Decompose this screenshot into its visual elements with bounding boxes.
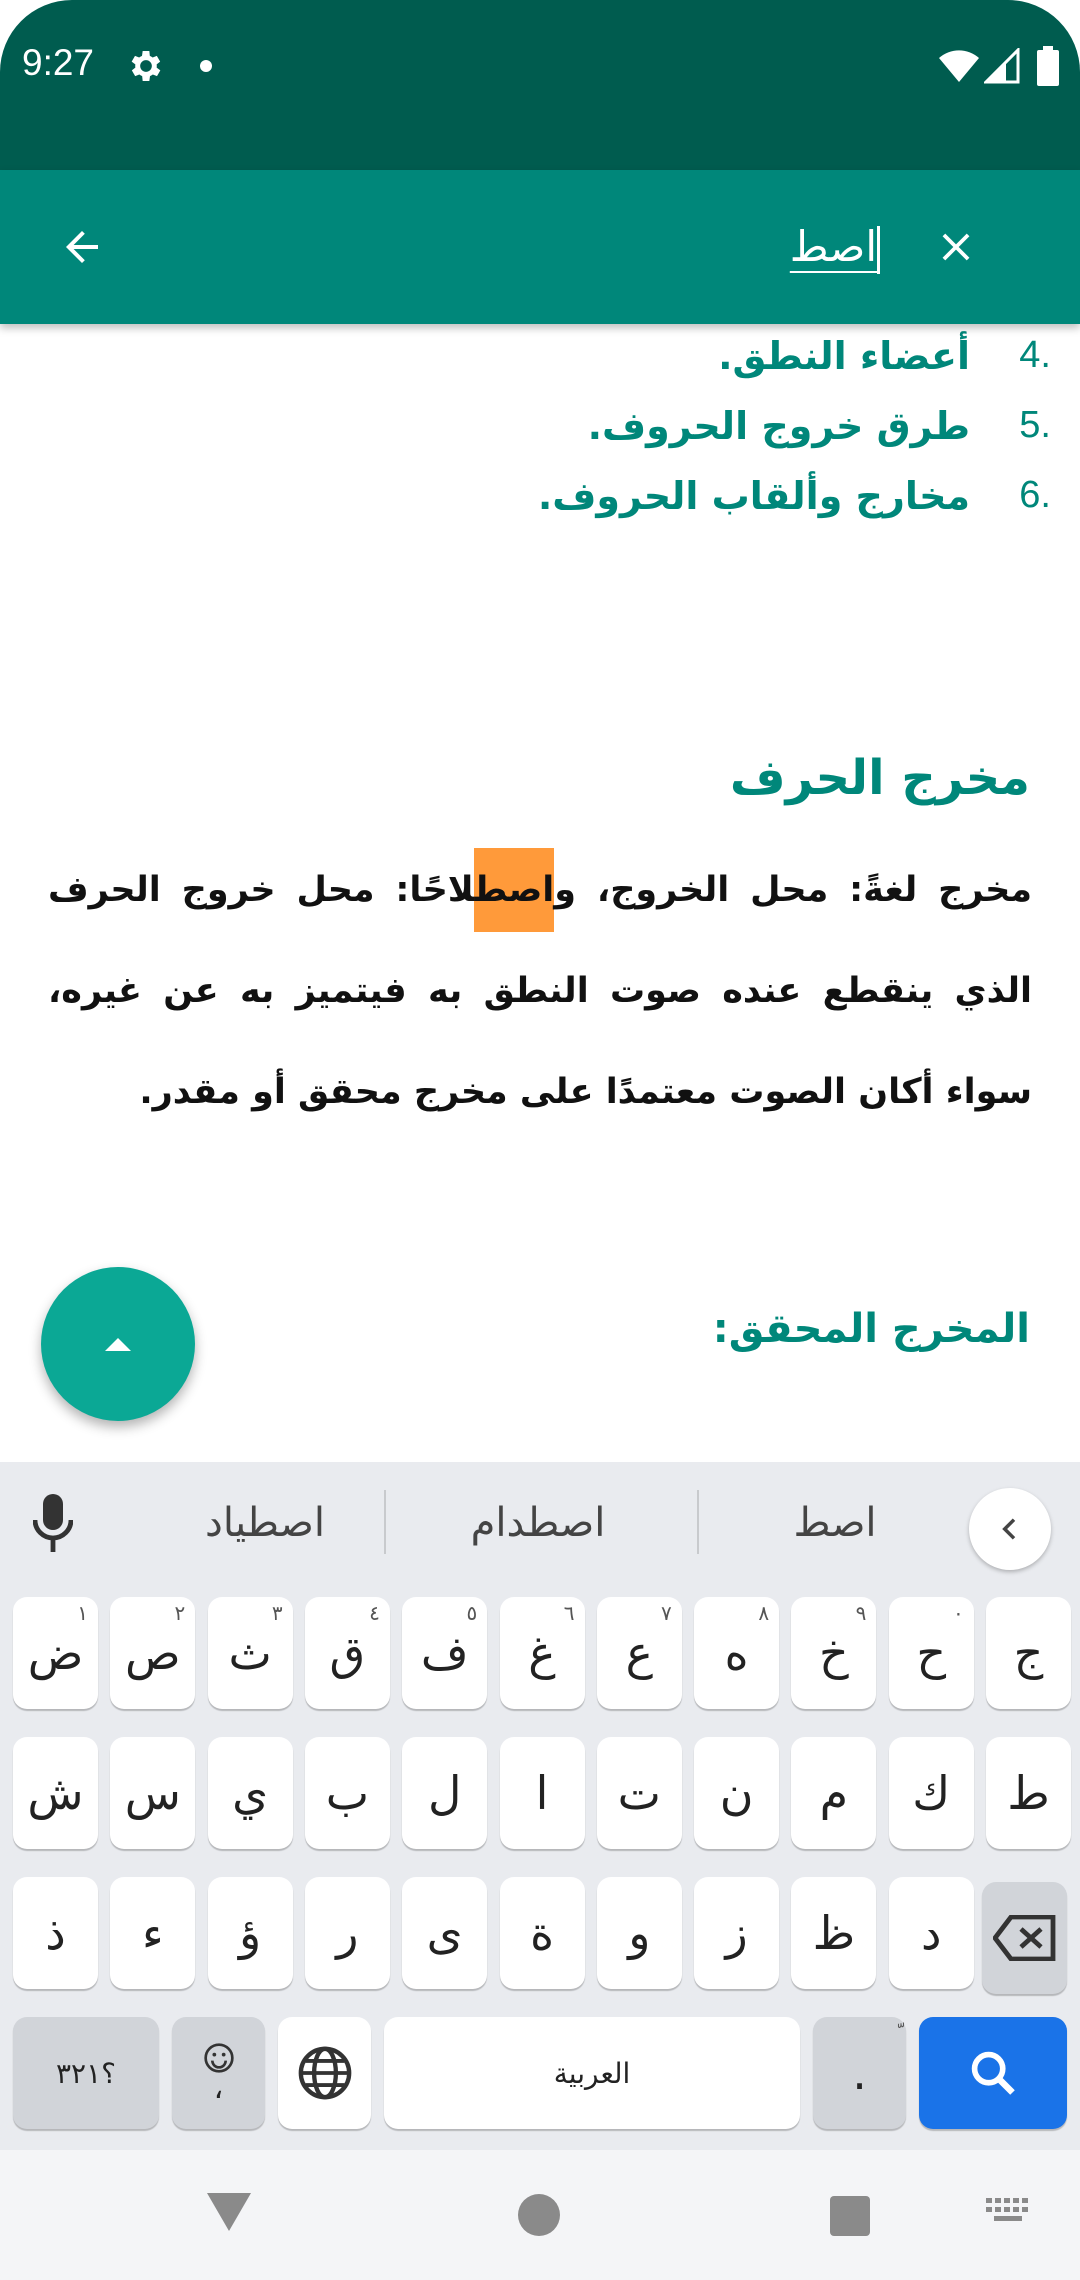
arrow-left-icon: [58, 223, 106, 271]
search-highlight: اصط: [474, 848, 554, 932]
letter-key[interactable]: [791, 1877, 876, 1989]
suggestion-divider: [384, 1490, 386, 1554]
letter-key[interactable]: [402, 1737, 487, 1849]
letter-key[interactable]: [13, 1597, 98, 1709]
keyboard-switch-icon[interactable]: [986, 2198, 1030, 2232]
section-heading: مخرج الحرف: [729, 750, 1030, 806]
letter-key[interactable]: [597, 1877, 682, 1989]
toc-number: 5.: [1019, 404, 1051, 446]
space-key[interactable]: العربية: [384, 2017, 800, 2129]
search-app-bar: [0, 170, 1080, 324]
period-key[interactable]: [813, 2017, 906, 2129]
key-hint: ١: [77, 1601, 88, 1625]
suggestion-3[interactable]: اصطياد: [205, 1500, 325, 1546]
letter-key[interactable]: [13, 1877, 98, 1989]
paragraph-text: لاحًا: محل خروج الحرف الذي ينقطع عنده صوت النطق به فيتميز به عن غيره، سواء أكان الصوت معتمدًا على مخرج محقق أو مقدر.: [48, 870, 1032, 1112]
letter-key[interactable]: [500, 1737, 585, 1849]
key-label: ء: [141, 1906, 164, 1960]
key-label: ع: [625, 1626, 654, 1680]
system-nav-bar: [0, 2150, 1080, 2280]
key-label: ح: [916, 1626, 947, 1680]
search-key[interactable]: [919, 2017, 1067, 2129]
period-label: .: [852, 2046, 867, 2100]
key-label: غ: [528, 1626, 556, 1680]
key-hint: ٩: [855, 1601, 867, 1625]
key-hint: ٦: [563, 1601, 575, 1625]
symbols-key[interactable]: ؟٣٢١: [13, 2017, 159, 2129]
letter-key[interactable]: [305, 1737, 390, 1849]
status-bar: [0, 0, 1080, 170]
toc-label: أعضاء النطق.: [718, 334, 970, 378]
letter-key[interactable]: [500, 1877, 585, 1989]
letter-key[interactable]: [597, 1737, 682, 1849]
letter-key[interactable]: [110, 1877, 195, 1989]
toc-label: مخارج وألقاب الحروف.: [537, 474, 970, 518]
soft-keyboard: [0, 1462, 1080, 2150]
key-label: ك: [912, 1766, 951, 1820]
letter-key[interactable]: [500, 1597, 585, 1709]
microphone-icon[interactable]: [22, 1492, 84, 1554]
comma-label: ،: [213, 2071, 224, 2106]
nav-back-icon[interactable]: [204, 2190, 254, 2238]
key-label: ق: [329, 1626, 366, 1680]
key-label: خ: [819, 1626, 849, 1680]
key-label: ت: [617, 1766, 661, 1820]
letter-key[interactable]: [305, 1597, 390, 1709]
key-label: ظ: [812, 1906, 856, 1960]
text-caret: [877, 226, 880, 274]
cell-signal-icon: [984, 48, 1020, 88]
toc-number: 6.: [1019, 474, 1051, 516]
key-label: ذ: [45, 1906, 66, 1960]
search-query: اصط: [789, 222, 877, 271]
key-label: ي: [232, 1766, 269, 1820]
key-label: ة: [529, 1906, 555, 1960]
key-label: ز: [725, 1906, 748, 1960]
clear-search-button[interactable]: [914, 205, 998, 289]
key-hint: ٤: [369, 1601, 380, 1625]
key-label: س: [124, 1766, 181, 1820]
wifi-icon: [938, 48, 980, 88]
letter-key[interactable]: [986, 1737, 1071, 1849]
letter-key[interactable]: [694, 1877, 779, 1989]
search-input[interactable]: [764, 210, 884, 284]
key-label: ؤ: [238, 1906, 262, 1960]
toc-label: طرق خروج الحروف.: [587, 404, 970, 448]
letter-key[interactable]: [791, 1597, 876, 1709]
chevron-left-icon[interactable]: [969, 1488, 1051, 1570]
letter-key[interactable]: [597, 1597, 682, 1709]
toc-link-4[interactable]: [718, 334, 1051, 378]
key-label: ف: [420, 1626, 469, 1680]
key-label: ب: [325, 1766, 370, 1820]
key-label: ر: [336, 1906, 359, 1960]
settings-gear-icon: [126, 46, 166, 90]
key-label: ط: [1007, 1766, 1050, 1820]
key-label: م: [819, 1766, 849, 1820]
close-icon: [933, 224, 979, 270]
back-button[interactable]: [40, 205, 124, 289]
key-label: ص: [124, 1626, 181, 1680]
notification-dot-icon: [200, 60, 212, 72]
emoji-comma-key[interactable]: [172, 2017, 265, 2129]
letter-key[interactable]: [402, 1597, 487, 1709]
key-hint: ٠: [952, 1601, 964, 1625]
key-hint: ٢: [174, 1601, 186, 1625]
letter-key[interactable]: [694, 1597, 779, 1709]
key-label: ج: [1013, 1626, 1044, 1680]
language-key[interactable]: [278, 2017, 371, 2129]
key-hint: ٧: [661, 1601, 672, 1625]
suggestion-1[interactable]: اصط: [793, 1500, 877, 1546]
emoji-icon: [203, 2042, 235, 2074]
toc-link-5[interactable]: [587, 404, 1051, 448]
toc-link-6[interactable]: [537, 474, 1051, 518]
globe-icon: [296, 2044, 354, 2102]
key-hint: ٥: [466, 1601, 478, 1625]
definition-paragraph: [48, 840, 1032, 1143]
letter-key[interactable]: [889, 1597, 974, 1709]
key-label: ا: [535, 1766, 549, 1820]
letter-key[interactable]: [791, 1737, 876, 1849]
key-label: ل: [427, 1766, 462, 1820]
backspace-key[interactable]: [982, 1882, 1067, 1994]
letter-key[interactable]: [986, 1597, 1071, 1709]
nav-home-icon[interactable]: [518, 2194, 560, 2236]
suggestion-2[interactable]: اصطدام: [470, 1500, 606, 1546]
battery-icon: [1037, 46, 1059, 90]
suggestion-divider: [697, 1490, 699, 1554]
key-hint: ٨: [758, 1601, 770, 1625]
letter-key[interactable]: [889, 1877, 974, 1989]
key-label: ن: [719, 1766, 754, 1820]
letter-key[interactable]: [110, 1737, 195, 1849]
subsection-heading: المخرج المحقق:: [712, 1306, 1030, 1352]
toc-number: 4.: [1019, 334, 1051, 376]
key-label: ه: [724, 1626, 749, 1680]
status-time: 9:27: [22, 42, 95, 83]
letter-key[interactable]: [889, 1737, 974, 1849]
key-hint: ٣: [271, 1601, 283, 1625]
letter-key[interactable]: [694, 1737, 779, 1849]
letter-key[interactable]: [208, 1877, 293, 1989]
letter-key[interactable]: [305, 1877, 390, 1989]
letter-key[interactable]: [110, 1597, 195, 1709]
letter-key[interactable]: [13, 1737, 98, 1849]
key-label: د: [920, 1906, 942, 1960]
backspace-icon: [993, 1915, 1057, 1961]
key-label: ى: [426, 1906, 463, 1960]
letter-key[interactable]: [208, 1737, 293, 1849]
letter-key[interactable]: [208, 1597, 293, 1709]
key-label: و: [628, 1906, 651, 1960]
key-label: ش: [27, 1766, 84, 1820]
key-label: ض: [27, 1626, 84, 1680]
nav-recents-icon[interactable]: [830, 2196, 870, 2236]
key-label: ث: [228, 1626, 272, 1680]
scroll-top-button[interactable]: [41, 1267, 195, 1421]
suggestion-bar: [0, 1462, 1080, 1582]
search-icon: [967, 2047, 1019, 2099]
letter-key[interactable]: [402, 1877, 487, 1989]
caret-up-icon: [103, 1336, 133, 1352]
paragraph-text: مخرج لغةً: محل الخروج، و: [554, 870, 1032, 910]
